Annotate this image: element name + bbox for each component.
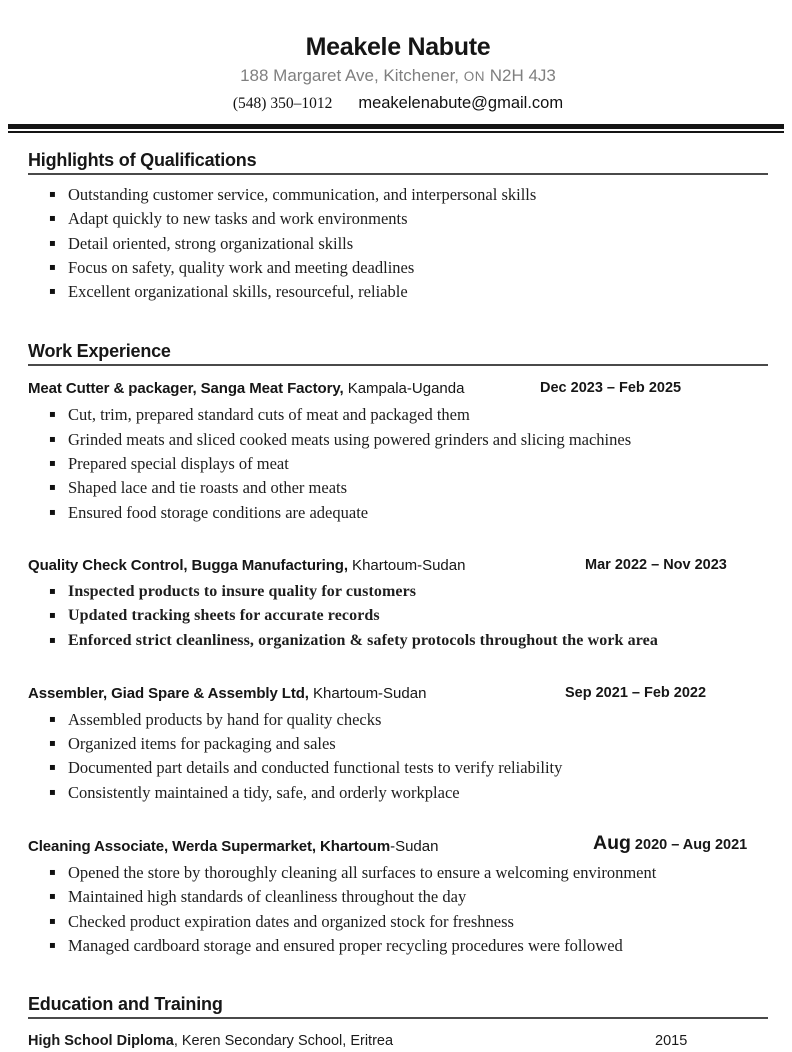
divider-thin-line [8, 131, 784, 133]
address-line [28, 64, 768, 89]
bullet-text: Enforced strict cleanliness, organization & safety protocols throughout the work area [68, 631, 658, 649]
job-location: Khartoum-Sudan [308, 684, 427, 702]
job-location: Khartoum-Sudan [347, 556, 466, 574]
list-item [28, 861, 768, 885]
graduation-year: 2015 [655, 1033, 688, 1050]
job-date-rest: 2020 – Aug 2021 [630, 837, 748, 854]
bullet-text: Detail oriented, strong organizational skills [68, 233, 354, 253]
bullet-square-icon: ▪ [49, 939, 56, 951]
bullet-square-icon: ▪ [49, 585, 56, 597]
job-duties-list [28, 403, 768, 524]
bullet-text: Shaped lace and tie roasts and other meats [68, 478, 348, 498]
list-item [28, 708, 768, 732]
job-entry-assembler [28, 683, 768, 805]
bullet-square-icon: ▪ [49, 506, 56, 518]
address-province: ON [463, 69, 486, 84]
job-header [28, 378, 768, 399]
list-item [28, 501, 768, 525]
job-duties-list [28, 708, 768, 805]
bullet-text: Opened the store by thoroughly cleaning all surfaces to ensure a welcoming environment [68, 863, 657, 883]
address-street: 188 Margaret Ave, Kitchener, [240, 66, 460, 85]
bullet-square-icon: ▪ [49, 713, 56, 725]
job-entry-quality-check [28, 555, 768, 653]
list-item [28, 207, 768, 231]
bullet-text: Inspected products to insure quality for customers [68, 582, 417, 600]
bullet-square-icon: ▪ [49, 458, 56, 470]
divider-thick-line [8, 124, 784, 129]
job-date-range: Dec 2023 – Feb 2025 [540, 380, 682, 397]
address-postal-code: N2H 4J3 [489, 66, 556, 85]
school-name: , Keren Secondary School, Eritrea [173, 1033, 394, 1050]
section-education [28, 994, 768, 1052]
bullet-square-icon: ▪ [49, 433, 56, 445]
bullet-text: Outstanding customer service, communication, and interpersonal skills [68, 185, 537, 204]
resume-header [28, 32, 768, 115]
list-item [28, 934, 768, 958]
bullet-square-icon: ▪ [49, 634, 56, 646]
job-date-range: Sep 2021 – Feb 2022 [565, 684, 707, 701]
list-item [28, 428, 768, 452]
job-header [28, 555, 768, 576]
bullet-square-icon: ▪ [49, 867, 56, 879]
list-item [28, 604, 768, 628]
person-name: Meakele Nabute [305, 33, 491, 61]
phone-number: (548) 350–1012 [232, 95, 333, 112]
list-item [28, 232, 768, 256]
bullet-square-icon: ▪ [49, 482, 56, 494]
bullet-text: Documented part details and conducted functional tests to verify reliability [68, 758, 563, 778]
list-item [28, 580, 768, 604]
job-title: Meat Cutter & packager, Sanga Meat Factory, [28, 380, 344, 398]
bullet-text: Adapt quickly to new tasks and work environments [68, 209, 408, 229]
job-title: Quality Check Control, Bugga Manufacturing, [28, 556, 348, 574]
job-header [28, 683, 768, 704]
job-date-range: Mar 2022 – Nov 2023 [585, 556, 727, 573]
list-item [28, 885, 768, 909]
section-highlights [28, 150, 768, 304]
bullet-square-icon: ▪ [49, 189, 56, 200]
job-location: -Sudan [390, 838, 439, 856]
list-item [28, 629, 768, 653]
bullet-text: Checked product expiration dates and organized stock for freshness [68, 911, 514, 931]
list-item [28, 452, 768, 476]
bullet-square-icon: ▪ [49, 915, 56, 927]
job-date-range [593, 833, 747, 856]
bullet-text: Assembled products by hand for quality checks [68, 709, 382, 729]
job-header [28, 832, 768, 857]
bullet-square-icon: ▪ [49, 213, 56, 225]
list-item [28, 781, 768, 805]
education-entry [28, 1031, 768, 1052]
bullet-square-icon: ▪ [49, 237, 56, 249]
bullet-text: Cut, trim, prepared standard cuts of meat and packaged them [68, 405, 470, 425]
list-item [28, 476, 768, 500]
bullet-text: Focus on safety, quality work and meeting deadlines [68, 257, 415, 277]
section-title-work: Work Experience [28, 341, 768, 366]
bullet-text: Ensured food storage conditions are adequate [68, 502, 369, 522]
bullet-text: Consistently maintained a tidy, safe, and orderly workplace [68, 782, 460, 802]
list-item [28, 403, 768, 427]
bullet-text: Maintained high standards of cleanliness throughout the day [68, 887, 467, 907]
job-duties-list [28, 580, 768, 653]
bullet-text: Updated tracking sheets for accurate records [68, 607, 380, 625]
bullet-text: Excellent organizational skills, resourceful, reliable [68, 282, 408, 302]
list-item [28, 280, 768, 304]
contact-line [28, 92, 768, 115]
list-item [28, 732, 768, 756]
job-entry-meat-cutter [28, 378, 768, 524]
bullet-square-icon: ▪ [49, 261, 56, 273]
bullet-square-icon: ▪ [49, 409, 56, 421]
bullet-square-icon: ▪ [49, 891, 56, 903]
bullet-text: Grinded meats and sliced cooked meats using powered grinders and slicing machines [68, 429, 632, 449]
bullet-square-icon: ▪ [49, 786, 56, 798]
section-title-highlights: Highlights of Qualifications [28, 150, 768, 175]
bullet-square-icon: ▪ [49, 738, 56, 750]
job-date-month-large: Aug [593, 832, 631, 855]
list-item [28, 756, 768, 780]
bullet-text: Managed cardboard storage and ensured proper recycling procedures were followed [68, 935, 623, 955]
bullet-text: Prepared special displays of meat [68, 454, 289, 474]
bullet-square-icon: ▪ [49, 286, 56, 298]
list-item [28, 910, 768, 934]
list-item [28, 183, 768, 207]
bullet-text: Organized items for packaging and sales [68, 734, 336, 754]
header-divider [8, 124, 784, 133]
job-location: Kampala-Uganda [343, 380, 465, 398]
section-work-experience [28, 341, 768, 958]
section-title-education: Education and Training [28, 994, 768, 1019]
degree-name: High School Diploma [28, 1033, 174, 1050]
job-title: Cleaning Associate, Werda Supermarket, Khartoum [28, 838, 391, 856]
email-address: meakelenabute@gmail.com [358, 94, 564, 112]
highlights-list [28, 183, 768, 304]
job-duties-list [28, 861, 768, 958]
bullet-square-icon: ▪ [49, 610, 56, 622]
job-entry-cleaning-associate [28, 832, 768, 958]
bullet-square-icon: ▪ [49, 762, 56, 774]
job-title: Assembler, Giad Spare & Assembly Ltd, [28, 684, 309, 702]
list-item [28, 256, 768, 280]
